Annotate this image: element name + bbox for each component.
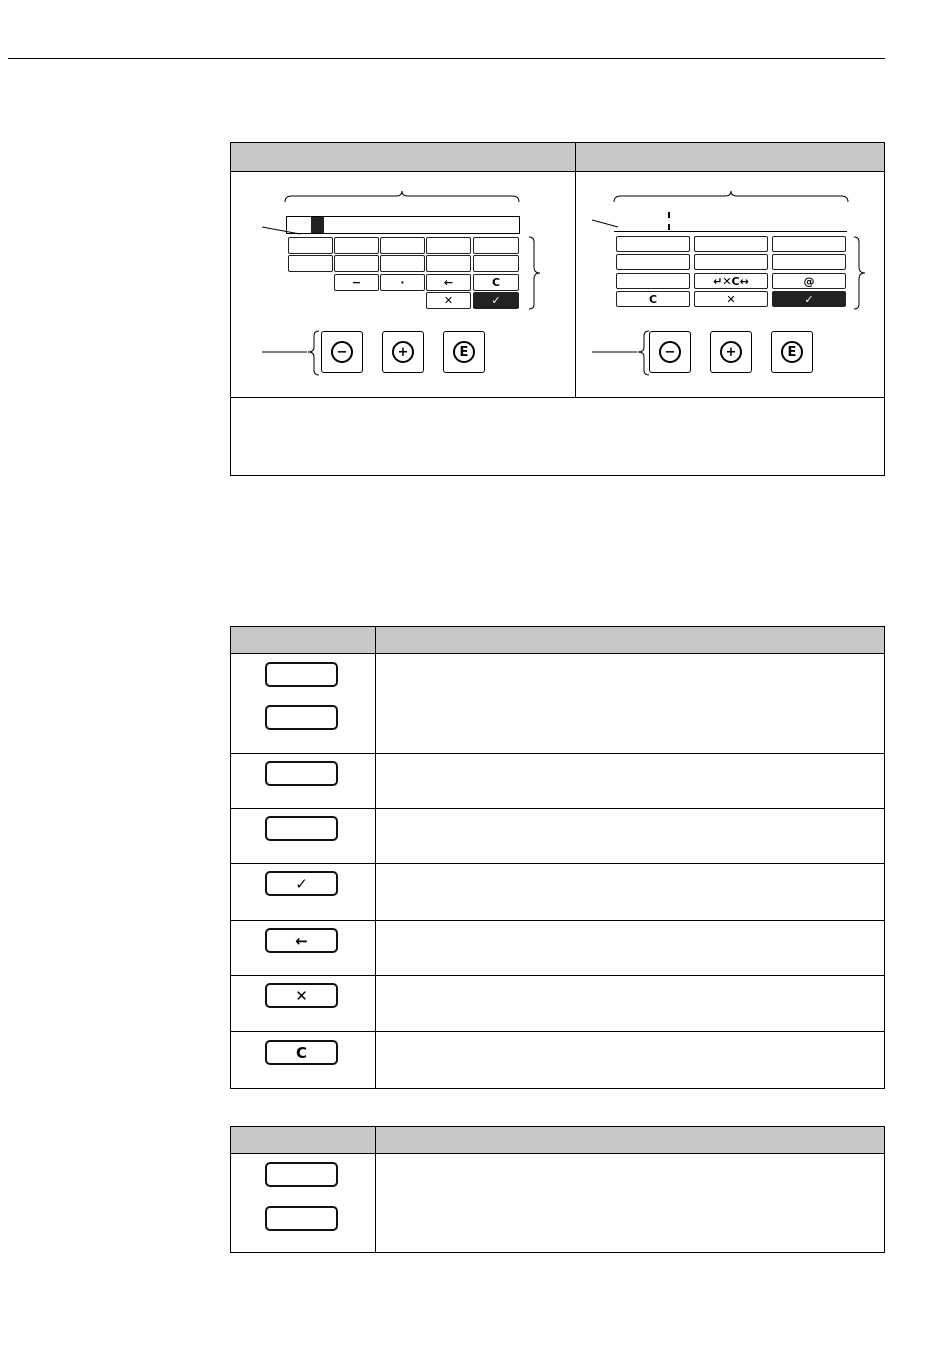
minus-icon: −	[659, 341, 681, 363]
enter-button[interactable]	[443, 331, 485, 373]
confirm-key[interactable]: ✓	[473, 292, 519, 309]
enter-icon: E	[781, 341, 803, 363]
row-rule	[231, 863, 884, 864]
correction-symbols-table	[230, 1126, 885, 1253]
plus-icon: +	[392, 341, 414, 363]
text-key[interactable]	[616, 273, 690, 289]
enter-button[interactable]	[771, 331, 813, 373]
numeric-key[interactable]	[334, 255, 379, 272]
minus-button[interactable]	[321, 331, 363, 373]
numeric-key[interactable]	[380, 255, 425, 272]
backspace-key[interactable]: ←	[426, 274, 471, 291]
numeric-key[interactable]	[380, 237, 425, 254]
symbol-key-blank	[265, 1162, 338, 1187]
column-divider	[375, 1127, 376, 1252]
table-header	[231, 1127, 884, 1154]
minus-icon: −	[331, 341, 353, 363]
text-key[interactable]	[694, 236, 768, 252]
clear-key[interactable]: C	[473, 274, 519, 291]
input-cursor-block	[311, 217, 324, 233]
backspace-icon: ←	[265, 928, 338, 953]
figure-footer-rule	[231, 397, 884, 398]
clear-icon: C	[265, 1040, 338, 1065]
plus-button[interactable]	[382, 331, 424, 373]
text-correction-key[interactable]: ↵✕C↔	[694, 273, 768, 289]
minus-button[interactable]	[649, 331, 691, 373]
input-symbols-table	[230, 626, 885, 1089]
text-key[interactable]	[616, 254, 690, 270]
figure-table-header	[231, 143, 884, 172]
figure-header-divider	[575, 143, 576, 397]
text-cursor-line	[668, 212, 670, 230]
at-sign-key[interactable]: @	[772, 273, 846, 289]
enter-icon: E	[453, 341, 475, 363]
row-rule	[231, 753, 884, 754]
text-input-field[interactable]	[614, 214, 847, 232]
text-key[interactable]	[772, 254, 846, 270]
column-divider	[375, 627, 376, 1088]
minus-key[interactable]: −	[334, 274, 379, 291]
cancel-key[interactable]: ✕	[426, 292, 471, 309]
numeric-key[interactable]	[473, 255, 519, 272]
numeric-key[interactable]	[288, 255, 333, 272]
text-key[interactable]	[772, 236, 846, 252]
numeric-key[interactable]	[426, 255, 471, 272]
check-icon: ✓	[265, 871, 338, 896]
decimal-point-key[interactable]: ·	[380, 274, 425, 291]
numeric-input-field[interactable]	[286, 216, 520, 234]
row-rule	[231, 920, 884, 921]
table-header	[231, 627, 884, 654]
plus-button[interactable]	[710, 331, 752, 373]
plus-icon: +	[720, 341, 742, 363]
row-rule	[231, 1031, 884, 1032]
cancel-key[interactable]: ✕	[694, 291, 768, 307]
operating-keys-brace-left	[262, 330, 322, 376]
text-editor-brace	[613, 190, 849, 210]
text-key[interactable]	[616, 236, 690, 252]
text-keypad-brace	[852, 236, 870, 310]
text-key[interactable]	[694, 254, 768, 270]
symbol-key-blank	[265, 662, 338, 687]
numeric-editor-brace	[284, 190, 520, 210]
symbol-key-blank	[265, 761, 338, 786]
symbol-key-blank	[265, 816, 338, 841]
numeric-key[interactable]	[426, 237, 471, 254]
symbol-key-blank	[265, 705, 338, 730]
cancel-icon: ✕	[265, 983, 338, 1008]
clear-key[interactable]: C	[616, 291, 690, 307]
numeric-key[interactable]	[334, 237, 379, 254]
operating-keys-brace-right	[592, 330, 652, 376]
row-rule	[231, 808, 884, 809]
symbol-key-blank	[265, 1206, 338, 1231]
numeric-keypad-brace	[527, 236, 545, 310]
numeric-key[interactable]	[288, 237, 333, 254]
confirm-key[interactable]: ✓	[772, 291, 846, 307]
numeric-key[interactable]	[473, 237, 519, 254]
row-rule	[231, 975, 884, 976]
header-rule	[8, 58, 885, 59]
